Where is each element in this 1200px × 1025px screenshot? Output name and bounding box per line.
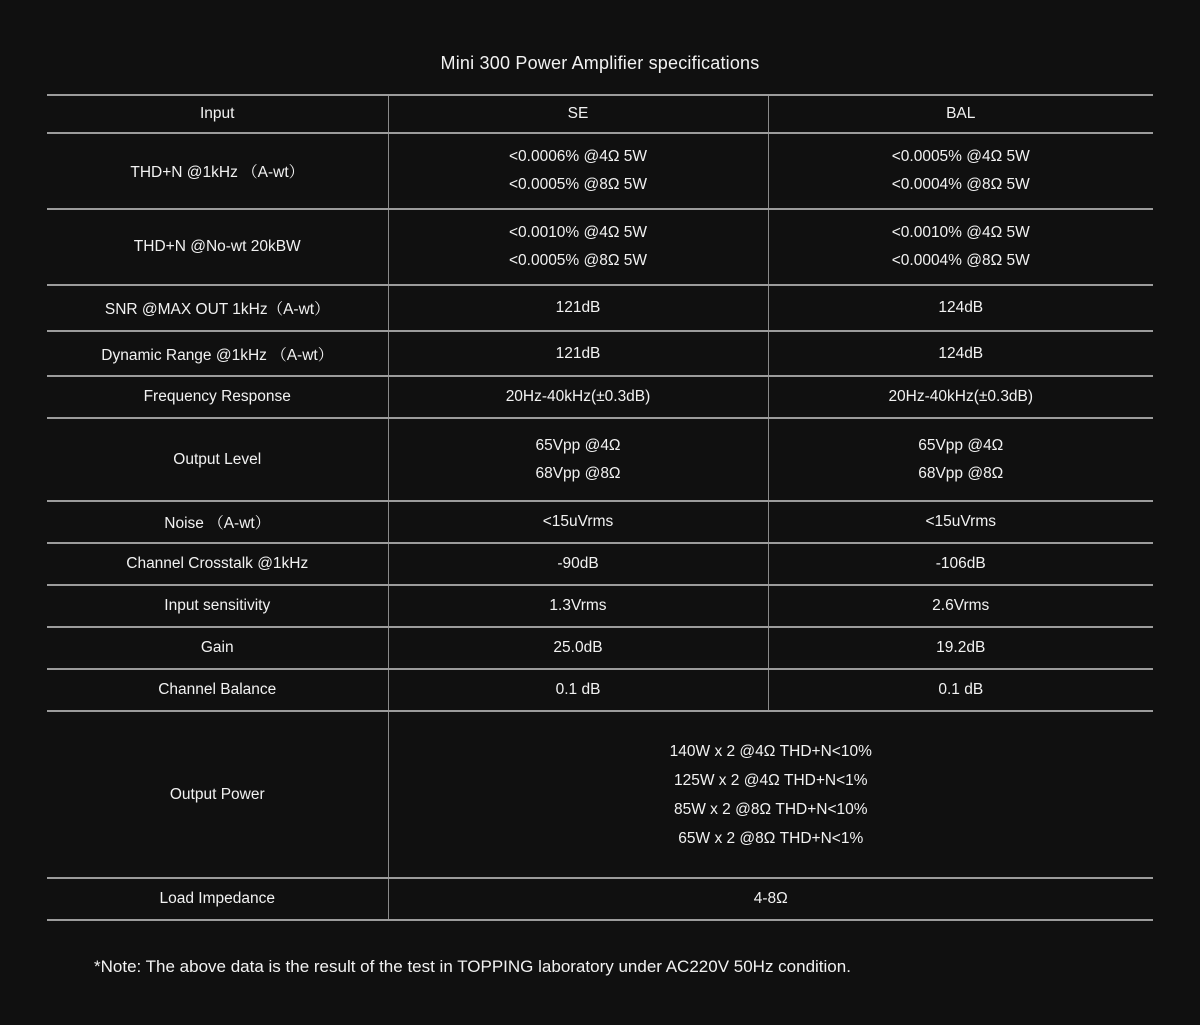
- value-line: <0.0004% @8Ω 5W: [891, 176, 1030, 193]
- footnote: *Note: The above data is the result of the test in TOPPING laboratory under AC220V 50Hz condition.: [94, 957, 851, 976]
- spec-value-merged: [388, 711, 1153, 878]
- value-line: 68Vpp @8Ω: [918, 464, 1004, 482]
- value-line: 85W x 2 @8Ω THD+N<10%: [673, 800, 868, 818]
- value-line: 65Vpp @4Ω: [535, 436, 621, 454]
- spec-value-bal: [768, 418, 1153, 501]
- table-row: [47, 331, 1153, 376]
- spec-label: Load Impedance: [47, 878, 388, 920]
- spec-label: Output Power: [47, 711, 388, 878]
- table-row: [47, 418, 1153, 501]
- table-row: [47, 209, 1153, 285]
- spec-label: THD+N @No-wt 20kBW: [47, 209, 388, 285]
- table-row: [47, 501, 1153, 543]
- table-row: [47, 543, 1153, 585]
- spec-value-bal: [768, 133, 1153, 209]
- table-row: [47, 285, 1153, 331]
- spec-value-bal: 2.6Vrms: [768, 585, 1153, 627]
- spec-value-se: 25.0dB: [388, 627, 768, 669]
- spec-value-bal: 124dB: [768, 285, 1153, 331]
- spec-value-se: 0.1 dB: [388, 669, 768, 711]
- spec-label: Channel Balance: [47, 669, 388, 711]
- spec-value-se: 121dB: [388, 285, 768, 331]
- spec-value-bal: 20Hz-40kHz(±0.3dB): [768, 376, 1153, 418]
- spec-value-se: 121dB: [388, 331, 768, 376]
- value-line: <0.0010% @4Ω 5W: [891, 224, 1030, 241]
- value-line: 140W x 2 @4Ω THD+N<10%: [669, 742, 872, 760]
- spec-label: Dynamic Range @1kHz （A-wt）: [47, 331, 388, 376]
- value-line: <0.0005% @8Ω 5W: [508, 176, 648, 193]
- value-line: <0.0006% @4Ω 5W: [508, 148, 648, 165]
- table-row: [47, 133, 1153, 209]
- table-row: [47, 376, 1153, 418]
- spec-value-se: [388, 133, 768, 209]
- spec-label: Output Level: [47, 418, 388, 501]
- table-row: [47, 669, 1153, 711]
- spec-value-bal: <15uVrms: [768, 501, 1153, 543]
- table-header-row: [47, 95, 1153, 133]
- value-line: <0.0005% @8Ω 5W: [508, 252, 648, 269]
- spec-value-merged: 4-8Ω: [388, 878, 1153, 920]
- table-row: [47, 711, 1153, 878]
- spec-label: THD+N @1kHz （A-wt）: [47, 133, 388, 209]
- spec-value-bal: [768, 209, 1153, 285]
- spec-value-se: [388, 209, 768, 285]
- spec-value-se: <15uVrms: [388, 501, 768, 543]
- table-row: [47, 585, 1153, 627]
- value-line: <0.0005% @4Ω 5W: [891, 148, 1030, 165]
- table-row: [47, 627, 1153, 669]
- table-row: [47, 878, 1153, 920]
- spec-value-bal: -106dB: [768, 543, 1153, 585]
- spec-label: SNR @MAX OUT 1kHz（A-wt）: [47, 285, 388, 331]
- spec-value-bal: 19.2dB: [768, 627, 1153, 669]
- spec-value-se: [388, 418, 768, 501]
- spec-table: [47, 94, 1153, 921]
- spec-label: Frequency Response: [47, 376, 388, 418]
- spec-label: Gain: [47, 627, 388, 669]
- spec-value-se: 1.3Vrms: [388, 585, 768, 627]
- value-line: <0.0004% @8Ω 5W: [891, 252, 1030, 269]
- value-line: 65W x 2 @8Ω THD+N<1%: [678, 829, 864, 847]
- page-title: Mini 300 Power Amplifier specifications: [440, 53, 760, 73]
- spec-value-se: -90dB: [388, 543, 768, 585]
- header-input: Input: [47, 95, 388, 133]
- spec-label: Input sensitivity: [47, 585, 388, 627]
- header-bal: BAL: [768, 95, 1153, 133]
- value-line: 68Vpp @8Ω: [535, 464, 621, 482]
- value-line: <0.0010% @4Ω 5W: [508, 224, 648, 241]
- spec-label: Channel Crosstalk @1kHz: [47, 543, 388, 585]
- spec-value-se: 20Hz-40kHz(±0.3dB): [388, 376, 768, 418]
- value-line: 65Vpp @4Ω: [918, 436, 1004, 454]
- spec-label: Noise （A-wt）: [47, 501, 388, 543]
- spec-value-bal: 0.1 dB: [768, 669, 1153, 711]
- value-line: 125W x 2 @4Ω THD+N<1%: [673, 771, 868, 789]
- spec-value-bal: 124dB: [768, 331, 1153, 376]
- header-se: SE: [388, 95, 768, 133]
